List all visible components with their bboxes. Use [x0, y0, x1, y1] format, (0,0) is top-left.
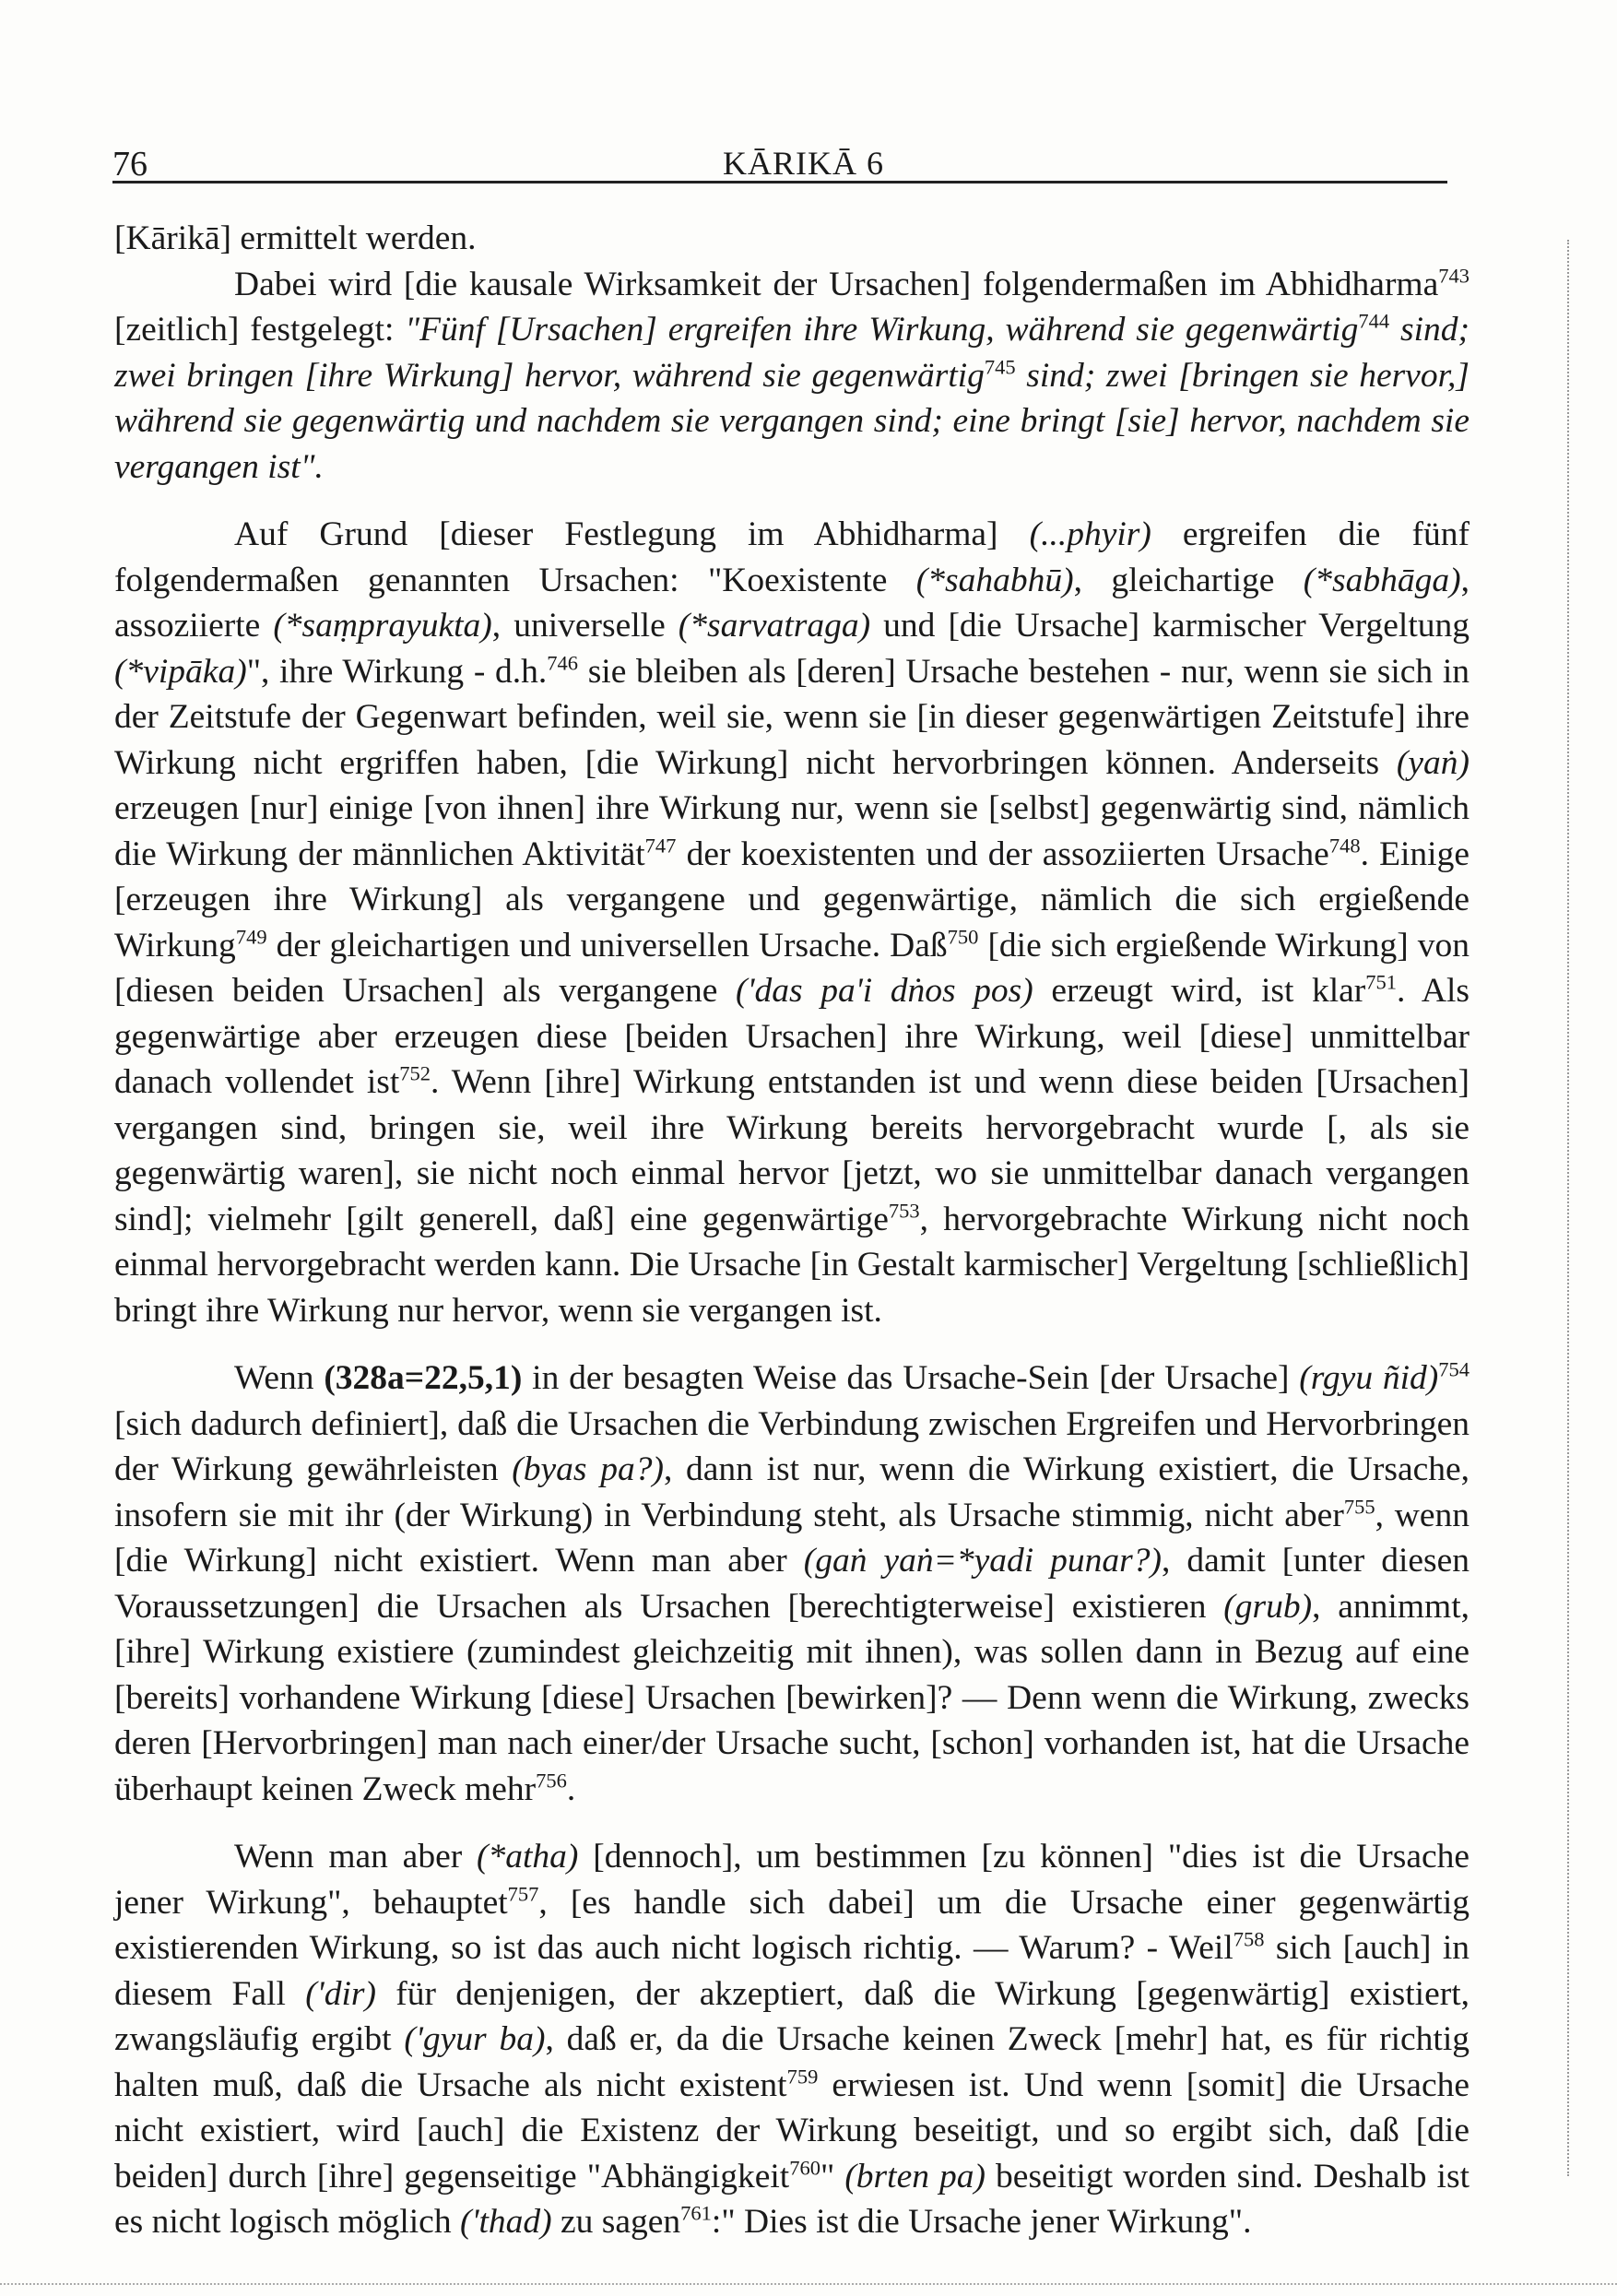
text-run: , wenn [die Wirkung] nicht existiert. Wenn man aber [114, 1496, 1469, 1580]
italic-term: (*sahabhū) [915, 561, 1074, 599]
text-run: , assoziierte [114, 561, 1469, 645]
paragraph [114, 512, 1469, 1333]
text-run: sich [auch] in diesem Fall [114, 1929, 1469, 2013]
italic-term: (brten pa) [844, 2157, 986, 2195]
text-run: [die sich ergießende Wirkung] von [diesen beiden Ursachen] als vergangene [114, 926, 1469, 1010]
text-run: , gleichartige [1073, 561, 1304, 599]
italic-term: ('gyur ba) [404, 2020, 546, 2058]
italic-term: (byas pa?) [512, 1450, 664, 1488]
italic-term: ('thad) [459, 2203, 552, 2241]
footnote-ref: 749 [235, 925, 267, 948]
footnote-ref: 759 [786, 2065, 819, 2088]
italic-term: (gaṅ yaṅ=*yadi punar?) [803, 1542, 1162, 1580]
italic-term: (yaṅ) [1396, 743, 1469, 782]
text-run: . Wenn [ihre] Wirkung entstanden ist und wenn diese beiden [Ursachen] vergangen sind, bringen sie, weil ihre Wirkung bereits hervorgebracht wurde [, als sie gegenwärtig waren], sie nicht noch einmal hervor [jetzt, wo sie unmittelbar danach vergangen sind]; vielmehr [gilt generell, daß] eine gegenwärtige [114, 1063, 1469, 1238]
text-run: erzeugen [nur] einige [von ihnen] ihre Wirkung nur, wenn sie [selbst] gegenwärtig sind, nämlich die Wirkung der männlichen Aktivität [114, 789, 1469, 873]
footnote-ref: 758 [1233, 1927, 1265, 1951]
italic-term: (*sarvatraga) [678, 607, 871, 645]
footnote-ref: 748 [1328, 834, 1361, 857]
italic-term: ('das pa'i dṅos pos) [736, 972, 1033, 1010]
footnote-ref: 743 [1438, 264, 1469, 287]
paragraph [114, 1834, 1469, 2245]
italic-term: ('dir) [305, 1974, 376, 2013]
italic-term: "Fünf [Ursachen] ergreifen ihre Wirkung, während sie gegenwärtig [405, 311, 1359, 349]
italic-term: (*saṃprayukta) [273, 607, 492, 645]
text-run: [sich dadurch definiert], daß die Ursachen die Verbindung zwischen Ergreifen und Hervorbringen der Wirkung gewährleisten [114, 1404, 1469, 1488]
italic-term: sind; zwei bringen [ihre Wirkung] hervor, während sie gegenwärtig [114, 311, 1469, 395]
text-run: , dann ist nur, wenn die Wirkung existiert, die Ursache, insofern sie mit ihr (der Wirkung) in Verbindung steht, als Ursache stimmig, nicht aber [114, 1450, 1470, 1534]
running-title: KĀRIKĀ 6 [723, 145, 884, 182]
text-run: erzeugt wird, ist klar [1033, 972, 1366, 1010]
text-run: Dabei wird [die kausale Wirksamkeit der Ursachen] folgendermaßen im Abhidharma [234, 265, 1439, 303]
body-text [114, 216, 1469, 2245]
italic-term: (grub) [1223, 1587, 1313, 1626]
page-number: 76 [112, 145, 148, 183]
text-run: ", ihre Wirkung - d.h. [246, 652, 548, 691]
text-run: . [566, 1769, 576, 1808]
text-run: der gleichartigen und universellen Ursache. Daß [266, 926, 948, 965]
text-run: ergreifen die fünf folgendermaßen genannten Ursachen: "Koexistente [114, 515, 1469, 599]
paragraph [114, 262, 1469, 491]
text-run: " [820, 2157, 845, 2195]
text-run: , hervorgebrachte Wirkung nicht noch einmal hervorgebracht werden kann. Die Ursache [in Gestalt karmischer] Vergeltung [schließlich] bringt ihre Wirkung nur hervor, wenn sie vergangen ist. [114, 1200, 1469, 1330]
text-run: . Einige [erzeugen ihre Wirkung] als vergangene und gegenwärtige, nämlich die sich ergießende Wirkung [114, 834, 1469, 965]
italic-term: (...phyir) [1029, 515, 1151, 553]
italic-term: (*atha) [477, 1838, 579, 1876]
text-run: :" Dies ist die Ursache jener Wirkung". [711, 2203, 1252, 2241]
text-run: zu sagen [551, 2203, 681, 2241]
paragraph [114, 1355, 1469, 1812]
footnote-ref: 755 [1343, 1495, 1375, 1518]
italic-term: (*vipāka) [114, 652, 247, 691]
footnote-ref: 761 [680, 2201, 712, 2225]
footnote-ref: 760 [789, 2156, 820, 2179]
footnote-ref: 753 [888, 1199, 920, 1222]
text-run: Wenn [234, 1359, 325, 1397]
footnote-ref: 757 [507, 1882, 539, 1905]
text-run: . Als gegenwärtige aber erzeugen diese [beiden Ursachen] ihre Wirkung, weil [diese] unmittelbar danach vollendet ist [114, 972, 1470, 1101]
text-run: [Kārikā] ermittelt werden. [114, 219, 477, 257]
footnote-ref: 754 [1438, 1357, 1469, 1381]
footnote-ref: 747 [644, 834, 677, 857]
footnote-ref: 744 [1358, 309, 1390, 333]
text-run: für denjenigen, der akzeptiert, daß die Wirkung [gegenwärtig] existiert, zwangsläufig ergibt [114, 1974, 1470, 2058]
text-run: Auf Grund [dieser Festlegung im Abhidharma] [234, 515, 1030, 553]
citation-ref: (328a=22,5,1) [324, 1359, 523, 1397]
text-run: , annimmt, [ihre] Wirkung existiere (zumindest gleichzeitig mit ihnen), was sollen dann in Bezug auf eine [bereits] vorhandene Wirkung [diese] Ursachen [bewirken]? — Denn wenn die Wirkung, zwecks deren [Hervorbringen] man nach einer/der Ursache sucht, [schon] vorhanden ist, hat die Ursache überhaupt keinen Zweck mehr [114, 1587, 1469, 1808]
italic-term: (rgyu ñid) [1299, 1359, 1439, 1397]
footnote-ref: 752 [399, 1061, 431, 1085]
footnote-ref: 750 [947, 925, 979, 948]
text-run: , damit [unter diesen Voraussetzungen] die Ursachen als Ursachen [berechtigterweise] existieren [114, 1542, 1469, 1626]
paragraph [114, 216, 1469, 262]
text-run: der koexistenten und der assoziierten Ursache [676, 834, 1329, 873]
scan-bottom-edge [0, 2283, 1617, 2285]
italic-term: (*sabhāga) [1303, 561, 1461, 599]
footnote-ref: 756 [536, 1769, 567, 1792]
footnote-ref: 746 [547, 651, 579, 674]
text-run: erwiesen ist. Und wenn [somit] die Ursache nicht existiert, wird [auch] die Existenz der Wirkung beseitigt, und so ergibt sich, daß [die beiden] durch [ihre] gegenseitige "Abhängigkeit [114, 2065, 1469, 2195]
text-run: sie bleiben als [deren] Ursache bestehen - nur, wenn sie sich in der Zeitstufe der Gegenwart befinden, weil sie, wenn sie [in dieser gegenwärtigen Zeitstufe] ihre Wirkung nicht ergriffen haben, [die Wirkung] nicht hervorbringen können. Anderseits [114, 652, 1469, 782]
text-run: und [die Ursache] karmischer Vergeltung [870, 607, 1469, 645]
text-run: in der besagten Weise das Ursache-Sein [der Ursache] [522, 1359, 1300, 1397]
running-header [112, 138, 1447, 183]
scan-margin-marks [1567, 240, 1573, 2176]
text-run: , daß er, da die Ursache keinen Zweck [mehr] hat, es für richtig halten muß, daß die Ursache als nicht existent [114, 2020, 1469, 2104]
text-run: , universelle [491, 607, 679, 645]
italic-term: sind; zwei [bringen sie hervor,] während sie gegenwärtig und nachdem sie vergangen sind; eine bringt [sie] hervor, nachdem sie vergangen ist". [114, 356, 1469, 486]
text-run: , [es handle sich dabei] um die Ursache einer gegenwärtig existierenden Wirkung, so ist das auch nicht logisch richtig. — Warum? - Weil [114, 1883, 1469, 1967]
text-run: Wenn man aber [234, 1838, 478, 1876]
text-run: beseitigt worden sind. Deshalb ist es nicht logisch möglich [114, 2157, 1469, 2241]
footnote-ref: 751 [1365, 970, 1398, 994]
footnote-ref: 745 [984, 355, 1016, 378]
text-run: [dennoch], um bestimmen [zu können] "dies ist die Ursache jener Wirkung", behauptet [114, 1838, 1470, 1922]
text-run: [zeitlich] festgelegt: [114, 311, 406, 349]
